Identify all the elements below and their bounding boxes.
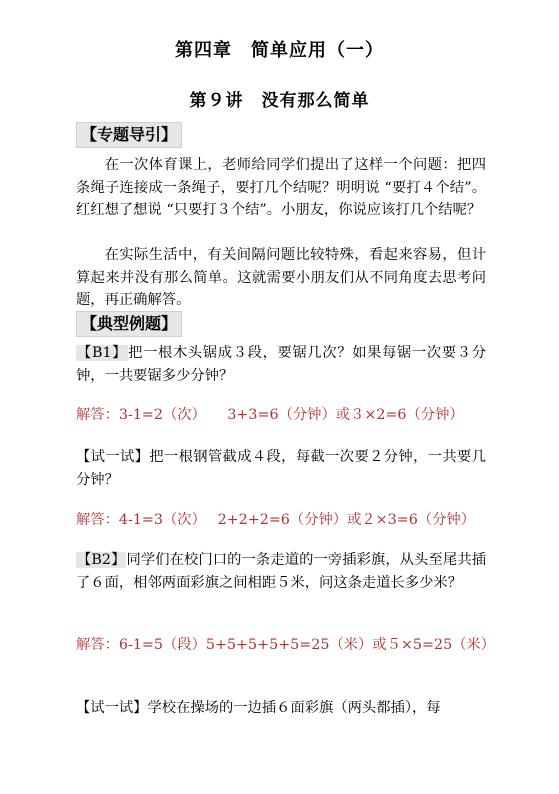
practice-problem-2 xyxy=(76,697,486,720)
example-problem-b2 xyxy=(76,549,486,594)
lecture-title: 第９讲 没有那么简单 xyxy=(189,91,370,111)
problem-tag: 【试一试】 xyxy=(76,700,148,716)
intro-paragraph: 在一次体育课上，老师给同学们提出了这样一个问题：把四条绳子连接成一条绳子，要打几个结呢？明明说 “要打４个结”。红红想了想说 “只要打３个结”。小朋友，你说应该打几个结呢？ xyxy=(76,157,486,219)
practice-problem-1 xyxy=(76,446,486,491)
problem-text: 学校在操场的一边插６面彩旗（两头都插），每 xyxy=(147,700,441,716)
example-answer-b1: 解答：3-1=2（次） 3+3=6（分钟）或３×2=6（分钟） xyxy=(76,407,464,423)
practice-answer-1: 解答：4-1=3（次） 2+2+2=6（分钟）或２×3=6（分钟） xyxy=(76,512,476,528)
problem-tag: 【B1】 xyxy=(77,345,128,361)
problem-text: 把一根钢管截成４段，每截一次要２分钟，一共要几分钟？ xyxy=(76,449,487,488)
chapter-title: 第四章 简单应用（一） xyxy=(175,40,384,61)
example-answer-b2: 解答：6-1=5（段）5+5+5+5+5=25（米）或５×5=25（米） xyxy=(76,637,496,653)
problem-tag: 【试一试】 xyxy=(76,449,150,465)
section-heading-intro: 【专题导引】 xyxy=(76,122,182,148)
problem-tag: 【B2】 xyxy=(77,552,126,568)
intro-paragraph: 在实际生活中，有关间隔问题比较特殊，看起来容易，但计算起来并没有那么简单。这就需要小朋友们从不同角度去思考问题，再正确解答。 xyxy=(76,247,486,309)
example-problem-b1 xyxy=(76,342,486,387)
problem-text: 把一根木头锯成３段，要锯几次？如果每锯一次要３分钟，一共要锯多少分钟？ xyxy=(76,345,486,384)
problem-text: 同学们在校门口的一条走道的一旁插彩旗，从头至尾共插了６面，相邻两面彩旗之间相距５米，问这条走道长多少米？ xyxy=(76,552,486,591)
section-heading-examples: 【典型例题】 xyxy=(76,311,182,337)
